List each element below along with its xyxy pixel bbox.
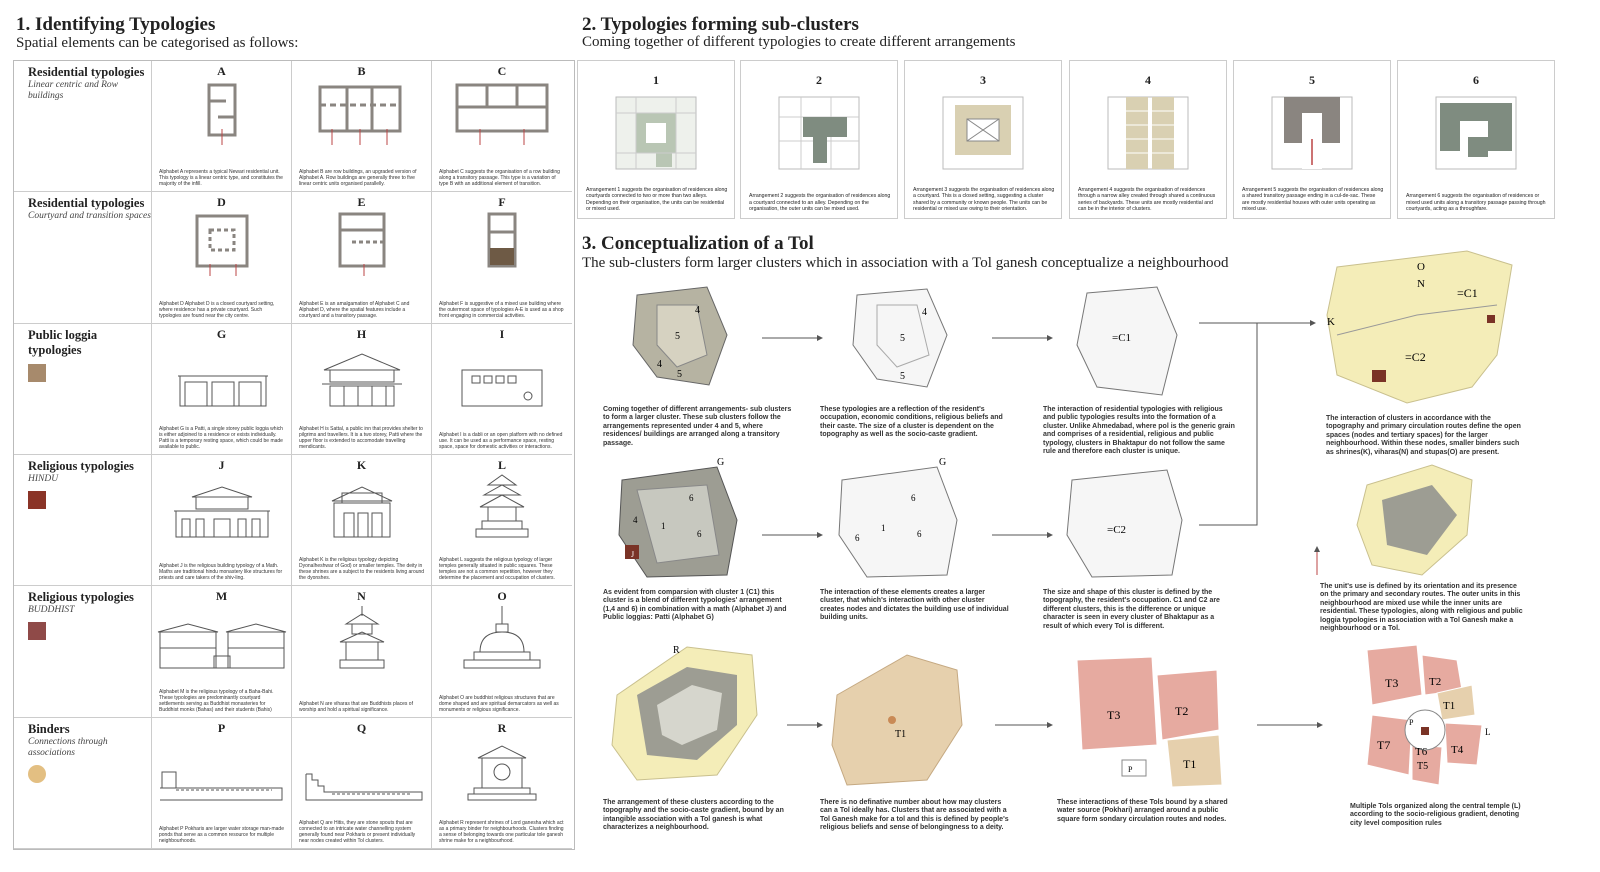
arrangement-plan-5	[1264, 93, 1360, 173]
typology-caption: Alphabet C suggests the organisation of a row building along a transitory passage. This type is a variation of type B with an additional element of transition.	[439, 169, 560, 188]
sub-cluster-label: 6	[689, 493, 694, 503]
typology-letter: P	[217, 720, 226, 735]
arrangement-panel-3	[904, 60, 1062, 219]
typology-caption: Alphabet N are viharas that are Buddhists places of worship and hold a spiritual significance.	[299, 700, 413, 713]
typology-caption: Alphabet Q are Hitis, they are stone spouts that are connected to an intricate water channelling system generally found near Pokharis or present individually near nodes created within Tol clusters.	[299, 819, 416, 844]
elevation-drawing-m	[152, 602, 292, 672]
typology-caption: Alphabet M is the religious typology of a Baha-Bahi. These typologies are predominantly courtyard settlements serving as Buddhist monasteries for Buddhist monks (Bahas) and their students (Bahis)	[159, 688, 274, 713]
typology-caption: Alphabet O are buddhist religious structures that are dome shaped and are spiritual demarcators as well as monuments or religious significance.	[439, 694, 559, 713]
sub-cluster-label: 6	[855, 533, 860, 543]
typology-caption: Alphabet R represent shrines of Lord ganesha which act as a primary binder for neighbourhoods. Clusters finding a sense of belonging towards one particular tole ganesh shrine make for a neighbourhood.	[439, 819, 564, 844]
typology-letter: N	[357, 589, 366, 604]
typology-cell-k	[292, 455, 432, 586]
pokhari-label-p: P	[1409, 718, 1414, 727]
arrangement-number: 1	[653, 73, 659, 87]
map-label-k: K	[1327, 316, 1335, 328]
typology-letter: O	[497, 589, 507, 604]
typology-cell-j	[152, 455, 292, 586]
tol-label-t1: T1	[1183, 757, 1197, 771]
typology-cell-c	[432, 61, 572, 192]
arrangement-number: 5	[1309, 73, 1315, 87]
elevation-drawing-g	[152, 340, 292, 410]
elevation-drawing-l	[432, 471, 572, 541]
sub-cluster-label: 4	[633, 515, 638, 525]
section1-title: 1. Identifying Typologies	[16, 14, 216, 35]
tol-label-t7: T7	[1377, 738, 1391, 752]
typology-cell-a	[152, 61, 292, 192]
sub-cluster-label: 5	[900, 333, 905, 344]
typology-letter: H	[356, 326, 367, 341]
tol-caption-7: The size and shape of this cluster is defined by the topography, the resident's occupation. C1 and C2 are different clusters, this is the difference or unique character is seen in every cluster of Bhaktapur as a result of which every Tol is different.	[1043, 589, 1220, 630]
typology-caption: Alphabet E is an amalgamation of Alphabet C and Alphabet D, where the spatial features include a courtyard and a transitory passage.	[299, 300, 410, 319]
row-header-residential-courtyard	[14, 192, 152, 323]
sub-cluster-label: 6	[911, 493, 916, 503]
typology-cell-l	[432, 455, 572, 586]
typology-caption: Alphabet H is Sattal, a public inn that provides shelter to pilgrims and travellers. It is a two storey, Patti where the upper floor is extended to accomodate travelling mendicants.	[299, 425, 423, 450]
arrangement-plan-4	[1100, 93, 1196, 173]
tols-with-pokhari	[1077, 657, 1222, 787]
tol-label-t5: T5	[1417, 761, 1429, 772]
typology-letter: F	[498, 195, 506, 210]
sub-cluster-label: 4	[695, 305, 700, 316]
tol-caption-8: The unit's use is defined by its orientation and its presence on the primary and secondary routes. The outer units in this neighbourhood are mixed use while the inner units are residential. These typologies, along with religious and public loggia typologies in association with a Tol Ganesh make a neighbourhood or a Tol.	[1320, 583, 1523, 633]
arrangement-plan-3	[935, 93, 1031, 173]
row-subtitle: Linear centric and Row buildings	[28, 80, 118, 101]
tol-caption-2: These typologies are a reflection of the resident's occupation, economic conditions, religious beliefs and their caste. The size of a cluster is dependent on the topography as well as the socio-caste gradient.	[820, 406, 1003, 439]
map-label-r: R	[673, 645, 680, 656]
map-label-j: J	[631, 550, 635, 559]
section-drawing-p	[152, 734, 292, 804]
arrangement-plan-6	[1428, 93, 1524, 173]
loggia-swatch	[28, 364, 46, 382]
buddhist-swatch	[28, 622, 46, 640]
tol-label-t2: T2	[1175, 704, 1189, 718]
typology-letter: M	[215, 589, 228, 604]
arrangement-panel-4	[1069, 60, 1227, 219]
row-title: Binders	[28, 721, 70, 736]
typology-cell-b	[292, 61, 432, 192]
tol-caption-5: As evident from comparsion with cluster 1 (C1) this cluster is a blend of different typologies' arrangement (1,4 and 6) in combination with a math (Alphabet J) and Public loggias: Patti (Alphabet G)	[603, 589, 787, 622]
cluster-label-c1: =C1	[1457, 286, 1478, 300]
arrangement-caption: Arrangement 4 suggests the organisation of residences through a narrow alley created through shared a continuous series of backyards. These units are mostly residential and can be in the interior of clusters.	[1078, 187, 1216, 212]
tol-caption-1: Coming together of different arrangements- sub clusters to form a larger cluster. These sub clusters follow the arrangements represented under 4 and 5, where residences/ buildings are arranged along a transitory passage.	[603, 406, 792, 447]
plan-drawing-b	[292, 77, 432, 147]
tol-caption-3: The interaction of residential typologies with religious and public typologies results into the formation of a cluster. Unlike Ahmedabad, where pol is the generic grain and comprises of a residential, religious and public typology, clusters in Bhaktapur do not follow the same rule and therefore each cluster is unique.	[1043, 406, 1235, 456]
tol-label-t1: T1	[1443, 700, 1456, 712]
sub-cluster-label: 5	[677, 369, 682, 380]
tol-caption-9: The arrangement of these clusters according to the topography and the socio-caste gradient, bound by an intangible association with a Tol ganesh is what characterizes a neighbourhood.	[603, 799, 784, 832]
row-title: Residential typologies	[28, 196, 145, 211]
arrangement-caption: Arrangement 6 suggests the organisation of residences or mixed used units along a transitory passage passing through courtyards, acting as a throughfare.	[1406, 193, 1546, 212]
typology-caption: Alphabet G is a Patti, a single storey public loggia which is either adjoined to a residence or exists individually. Patti is a temporary resting space, which could be made available to public.	[159, 425, 283, 450]
typology-grid	[13, 60, 575, 850]
row-header-religious-buddhist	[14, 586, 152, 717]
sub-cluster-label: 6	[917, 529, 922, 539]
typology-cell-i	[432, 324, 572, 455]
typology-letter: I	[499, 326, 505, 341]
plan-drawing-d	[152, 208, 292, 278]
sub-cluster-label: 5	[675, 331, 680, 342]
typology-letter: L	[497, 457, 506, 472]
typology-cell-n	[292, 586, 432, 717]
neighbourhood-map-top	[1327, 251, 1512, 403]
typology-cell-m	[152, 586, 292, 717]
plan-drawing-c	[432, 77, 572, 147]
typology-letter: B	[357, 64, 366, 78]
plan-drawing-e	[292, 208, 432, 278]
pokhari-label-p: P	[1128, 765, 1133, 774]
tol-caption-11: These interactions of these Tols bound by a shared water source (Pokhari) arranged around a public square form sondary circulation routes and nodes.	[1057, 799, 1228, 823]
typology-cell-g	[152, 324, 292, 455]
arrangement-panel-2	[740, 60, 898, 219]
typology-caption: Alphabet B are row buildings, an upgraded version of Alphabet A. Row buildings are generally three to five linear centric units organised parallelly.	[299, 169, 417, 188]
sub-cluster-label: 4	[922, 307, 927, 318]
plan-drawing-a	[152, 77, 292, 147]
tol-label-t4: T4	[1451, 744, 1464, 756]
section3-title: 3. Conceptualization of a Tol	[582, 233, 814, 254]
arrangement-number: 3	[980, 73, 986, 87]
typology-caption: Alphabet I is a dabli or an open platform with no defined use. It can be used as a performance space, resting space, space for domestic activities or interactions.	[439, 431, 563, 450]
row-subtitle: Connections through associations	[28, 736, 108, 758]
tol-caption-10: There is no definative number about how may clusters can a Tol ideally has. Clusters that are associated with a Tol Ganesh make for a tol and this is defined by people's religious beliefs and sense of belongingness to a deity.	[820, 799, 1009, 832]
typology-caption: Alphabet A represents a typical Newari residential unit. This typology is a linear centric type, and constitutes the majority of the infill.	[159, 169, 283, 188]
row-title: Residential typologies	[28, 65, 145, 79]
typology-caption: Alphabet K is the religious typology depicting Dyonalheshwar of God) or smaller temples. The deity in these shrines are a subject to the residents living around the dyonshes.	[299, 557, 425, 582]
row-subtitle: Courtyard and transition spaces	[28, 211, 151, 222]
plan-drawing-f	[432, 208, 572, 278]
elevation-drawing-j	[152, 471, 292, 541]
arrangement-caption: Arrangement 5 suggests the organisation of residences along a shared transitory passage ending in a cul-de-sac. These are mostly residential houses with outer units operating as mixed use.	[1242, 187, 1384, 212]
map-label-g: G	[939, 457, 947, 468]
typology-cell-p	[152, 718, 292, 849]
map-label-o: O	[1417, 261, 1425, 273]
row-header-residential-linear	[14, 61, 152, 192]
tol-caption-4: The interaction of clusters in accordance with the topography and primary circulation routes define the open spaces (nodes and tertiary spaces) for the larger neighbourhood. Within these nodes, smaller binders such as shrines(K), viharas(N) and stupas(O) are present.	[1326, 415, 1521, 456]
elevation-drawing-k	[292, 471, 432, 541]
section3-subtitle: The sub-clusters form larger clusters which in association with a Tol ganesh conceptualize a neighbourhood	[582, 255, 1229, 271]
row-header-public-loggia	[14, 324, 152, 455]
row-subtitle: HINDU	[28, 473, 59, 484]
typology-cell-o	[432, 586, 572, 717]
section2-title: 2. Typologies forming sub-clusters	[582, 14, 859, 35]
binders-swatch	[28, 765, 46, 783]
tol-label-t1: T1	[895, 729, 907, 740]
sub-cluster-label: 5	[900, 371, 905, 382]
arrangement-panel-5	[1233, 60, 1391, 219]
row-title: Religious typologies	[28, 590, 134, 605]
typology-caption: Alphabet L suggests the religious typology of larger temples generally situated in public squares. These temples are not a common repetition, however they determine the placement and occupation of clusters.	[439, 557, 555, 582]
section2-subtitle: Coming together of different typologies to create different arrangements	[582, 34, 1016, 50]
typology-cell-f	[432, 192, 572, 323]
arrangement-plan-1	[608, 93, 704, 173]
tol-label-t6: T6	[1415, 746, 1428, 758]
section-drawing-q	[292, 734, 432, 804]
elevation-drawing-n	[292, 602, 432, 672]
typology-caption: Alphabet P Pokharis are larger water storage man-made ponds that serve as a common resource for multiple neighbourhoods.	[159, 825, 284, 844]
arrangement-panel-6	[1397, 60, 1555, 219]
arrangement-caption: Arrangement 3 suggests the organisation of residences along a courtyard. This is a closed setting, suggesting a cluster shared by a community or known people. The units can be residential or mixed use owing to their orientation.	[913, 187, 1055, 212]
sub-cluster-label: 6	[697, 529, 702, 539]
row-subtitle: BUDDHIST	[28, 605, 75, 616]
cluster-label-c2: =C2	[1107, 524, 1127, 536]
row-header-binders	[14, 718, 152, 849]
map-label-n: N	[1417, 278, 1425, 290]
typology-cell-h	[292, 324, 432, 455]
neighbourhood-map-middle	[1357, 465, 1472, 575]
tol-caption-12: Multiple Tols organized along the central temple (L) according to the socio-religious gradient, denoting city level composition rules	[1350, 803, 1521, 827]
typology-caption: Alphabet F is suggestive of a mixed use building where the outermost space of typologies A-E is used as a shop front engaging in commercial activities.	[439, 300, 564, 319]
cluster-c2-outline	[839, 467, 957, 577]
typology-letter: C	[497, 64, 507, 78]
typology-letter: D	[217, 195, 226, 210]
row-title: Religious typologies	[28, 458, 134, 473]
arrangement-plan-2	[771, 93, 867, 173]
arrangement-number: 4	[1145, 73, 1151, 87]
elevation-drawing-r	[432, 734, 572, 804]
typology-letter: K	[356, 457, 367, 472]
arrangement-number: 6	[1473, 73, 1479, 87]
typology-caption: Alphabet D Alphabet D is a closed courtyard setting, where residence has a private courtyard. Such typologies are found near the city centre.	[159, 300, 275, 319]
sub-cluster-label: 4	[657, 359, 662, 370]
tol-label-t3: T3	[1385, 676, 1399, 690]
elevation-drawing-i	[432, 340, 572, 410]
tol-label-t3: T3	[1107, 708, 1121, 722]
typology-letter: E	[357, 195, 366, 210]
section1-subtitle: Spatial elements can be categorised as follows:	[16, 35, 299, 51]
tol-ganesh-marker	[888, 716, 896, 724]
typology-cell-r	[432, 718, 572, 849]
typology-cell-d	[152, 192, 292, 323]
typology-cell-q	[292, 718, 432, 849]
tol-label-t2: T2	[1429, 676, 1442, 688]
tol-caption-6: The interaction of these elements creates a larger cluster, that which's interaction with other cluster creates nodes and dictates the building use of individual building units.	[820, 589, 1009, 622]
arrangement-panel-1	[577, 60, 735, 219]
elevation-drawing-o	[432, 602, 572, 672]
sub-cluster-label: 1	[881, 523, 886, 533]
typology-letter: J	[218, 457, 225, 472]
typology-caption: Alphabet J is the religious building typology of a Math. Maths are traditional hindu monastery like structures for priests and care takers of the shiv-ling.	[159, 563, 283, 582]
arrangement-caption: Arrangement 2 suggests the organisation of residences along a courtyard connected to an alley. Depending on the organisation, the outer units can be mixed used.	[749, 193, 891, 212]
tol-map-shaded	[612, 647, 757, 780]
row-title: Public loggia typologies	[28, 327, 98, 357]
typology-letter: Q	[356, 720, 367, 735]
arrangement-caption: Arrangement 1 suggests the organisation of residences along courtyards connected to two or more than two alleys. Depending on their organisation, the units can be residential or mixed used.	[586, 187, 728, 212]
typology-letter: G	[216, 326, 227, 341]
elevation-drawing-h	[292, 340, 432, 410]
cluster-label-c2: =C2	[1405, 350, 1426, 364]
map-label-g: G	[717, 457, 725, 468]
tol-t1-silhouette	[832, 655, 962, 785]
typology-cell-e	[292, 192, 432, 323]
typology-letter: A	[217, 64, 226, 78]
arrangement-number: 2	[816, 73, 822, 87]
typology-letter: R	[497, 720, 507, 735]
sub-cluster-label: 1	[661, 521, 666, 531]
row-header-religious-hindu	[14, 455, 152, 586]
temple-label-l: L	[1485, 727, 1491, 737]
hindu-swatch	[28, 491, 46, 509]
cluster-label-c1: =C1	[1112, 332, 1132, 344]
